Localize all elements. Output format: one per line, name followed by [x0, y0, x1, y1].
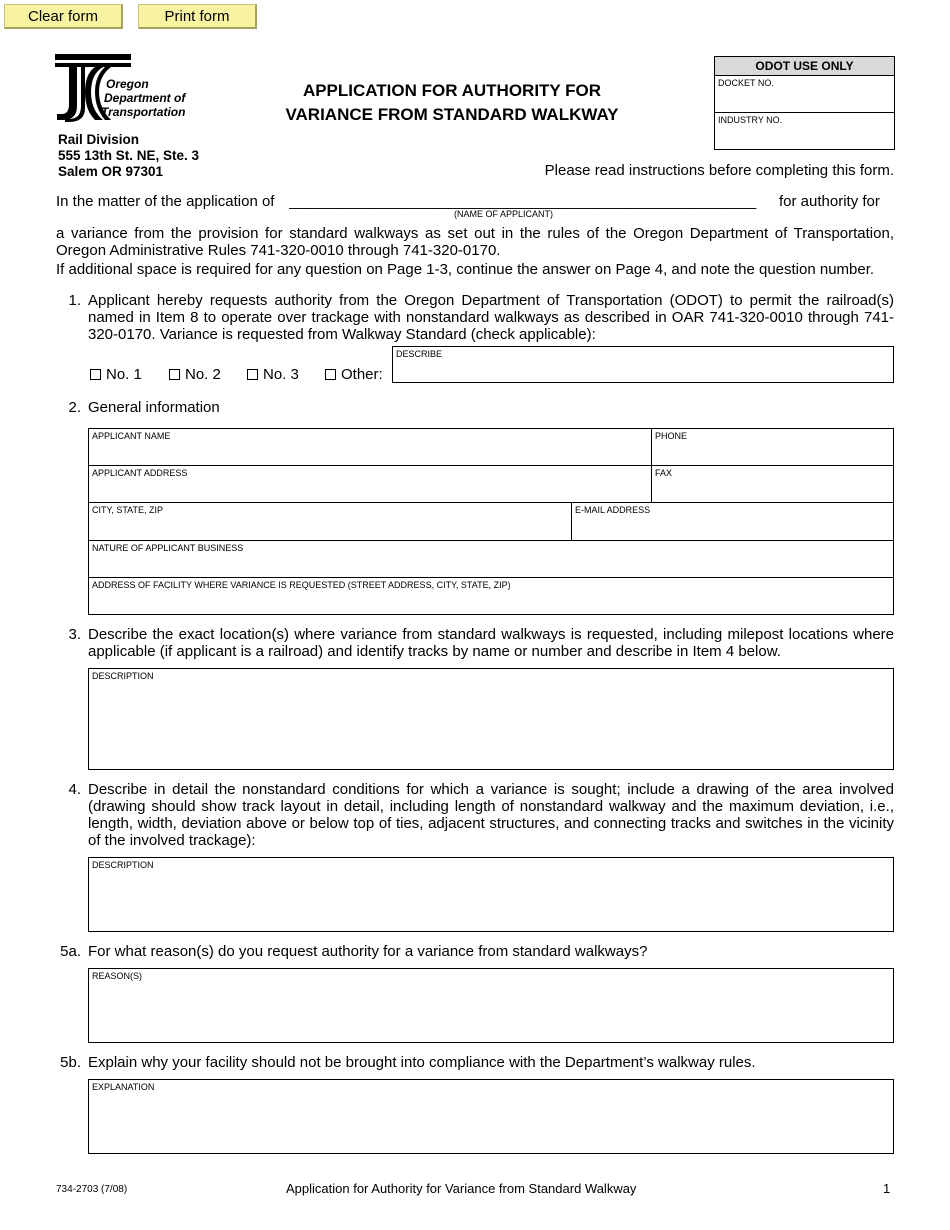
q4-number: 4.: [68, 781, 81, 798]
docket-no-label: DOCKET NO.: [718, 78, 774, 88]
q2-number: 2.: [68, 399, 81, 416]
footer-title: Application for Authority for Variance from Standard Walkway: [286, 1181, 637, 1196]
q3-text: Describe the exact location(s) where variance from standard walkways is requested, including milepost locations where applicable (if applicant is a railroad) and identify tracks by name or number and describe in Item 4 below.: [88, 626, 894, 660]
checkbox-no-1-box[interactable]: [90, 369, 101, 380]
footer-form-number: 734-2703 (7/08): [56, 1184, 128, 1195]
phone-field[interactable]: [652, 429, 893, 466]
clear-form-button[interactable]: Clear form: [4, 4, 123, 29]
form-title: [240, 79, 664, 127]
checkbox-no-3-label: No. 3: [263, 366, 299, 383]
q2-text: General information: [88, 399, 220, 416]
q1-number: 1.: [68, 292, 81, 309]
form-title-line-2: VARIANCE FROM STANDARD WALKWAY: [285, 105, 619, 124]
applicant-name-field[interactable]: [89, 429, 652, 466]
logo-line-3: Transportation: [101, 105, 186, 119]
checkbox-no-3-box[interactable]: [247, 369, 258, 380]
q5b-text: Explain why your facility should not be brought into compliance with the Department’s walkway rules.: [88, 1054, 756, 1071]
address-street: 555 13th St. NE, Ste. 3: [58, 148, 200, 163]
q5b-explanation-field[interactable]: [88, 1079, 894, 1154]
checkbox-no-1-label: No. 1: [106, 366, 142, 383]
city-state-zip-label: CITY, STATE, ZIP: [92, 505, 164, 515]
address-division: Rail Division: [58, 132, 140, 147]
checkbox-no-2-box[interactable]: [169, 369, 180, 380]
email-label: E-MAIL ADDRESS: [575, 505, 651, 515]
facility-address-field[interactable]: [89, 578, 893, 614]
checkbox-other-box[interactable]: [325, 369, 336, 380]
general-info-table: [88, 428, 894, 615]
describe-label: DESCRIBE: [396, 349, 443, 359]
fax-label: FAX: [655, 468, 673, 478]
matter-continuation: a variance from the provision for standard walkways as set out in the rules of the Oregon Department of Transportation, Oregon Administrative Rules 741-320-0010 through 741-320-0170.: [56, 225, 894, 259]
q1-text: Applicant hereby requests authority from the Oregon Department of Transportation (ODOT) to permit the railroad(s) named in Item 8 to operate over trackage with nonstandard walkways as described in OAR 741-320-0010 through 741-320-0170. Variance is requested from Walkway Standard (check applicable):: [88, 292, 894, 343]
applicant-name-label: APPLICANT NAME: [92, 431, 171, 441]
q5b-explanation-label: EXPLANATION: [92, 1082, 155, 1092]
instructions-note: Please read instructions before completing this form.: [544, 162, 894, 179]
q3-description-field[interactable]: [88, 668, 894, 770]
q5a-reasons-field[interactable]: [88, 968, 894, 1043]
checkbox-no-2-label: No. 2: [185, 366, 221, 383]
docket-no-field[interactable]: [715, 76, 894, 113]
checkbox-other[interactable]: [325, 366, 383, 384]
q3-description-label: DESCRIPTION: [92, 671, 154, 681]
business-label: NATURE OF APPLICANT BUSINESS: [92, 543, 244, 553]
city-state-zip-field[interactable]: [89, 503, 572, 541]
industry-no-label: INDUSTRY NO.: [718, 115, 783, 125]
matter-suffix: for authority for: [779, 193, 880, 210]
industry-no-field[interactable]: [715, 113, 894, 150]
business-field[interactable]: [89, 541, 893, 578]
applicant-address-field[interactable]: [89, 466, 652, 503]
q3-number: 3.: [68, 626, 81, 643]
additional-space-note: If additional space is required for any question on Page 1-3, continue the answer on Page 4, and note the question number.: [56, 261, 875, 278]
checkbox-no-3[interactable]: [247, 366, 299, 384]
logo-line-2: Department of: [104, 91, 186, 105]
describe-field[interactable]: [392, 346, 894, 383]
logo-line-1: Oregon: [106, 77, 149, 91]
q5b-number: 5b.: [60, 1054, 81, 1071]
q5a-reasons-label: REASON(S): [92, 971, 143, 981]
q4-text: Describe in detail the nonstandard conditions for which a variance is sought; include a drawing of the area involved (drawing should show track layout in detail, including length of nonstandard walkway and the maximum deviation, i.e., length, width, deviation above or below top of ties, adjacent structures, and connecting tracks and switches in the vicinity of the involved trackage):: [88, 781, 894, 849]
fax-field[interactable]: [652, 466, 893, 503]
checkbox-no-2[interactable]: [169, 366, 221, 384]
email-field[interactable]: [572, 503, 893, 541]
print-form-button[interactable]: Print form: [138, 4, 257, 29]
applicant-name-blank[interactable]: ________________________________________________________: [289, 193, 757, 210]
name-of-applicant-label: (NAME OF APPLICANT): [454, 209, 554, 219]
address-city: Salem OR 97301: [58, 164, 164, 179]
footer-page-number: 1: [883, 1181, 891, 1196]
form-title-line-1: APPLICATION FOR AUTHORITY FOR: [302, 81, 602, 100]
phone-label: PHONE: [655, 431, 688, 441]
q4-description-field[interactable]: [88, 857, 894, 932]
applicant-address-label: APPLICANT ADDRESS: [92, 468, 188, 478]
q5a-number: 5a.: [60, 943, 81, 960]
odot-use-only-box: [714, 56, 895, 150]
q5a-text: For what reason(s) do you request authority for a variance from standard walkways?: [88, 943, 648, 960]
checkbox-other-label: Other:: [341, 366, 383, 383]
odot-use-only-header: ODOT USE ONLY: [715, 57, 894, 76]
checkbox-no-1[interactable]: [90, 366, 142, 384]
matter-prefix: In the matter of the application of: [56, 193, 275, 210]
q4-description-label: DESCRIPTION: [92, 860, 154, 870]
facility-address-label: ADDRESS OF FACILITY WHERE VARIANCE IS REQUESTED (STREET ADDRESS, CITY, STATE, ZIP): [92, 580, 511, 590]
